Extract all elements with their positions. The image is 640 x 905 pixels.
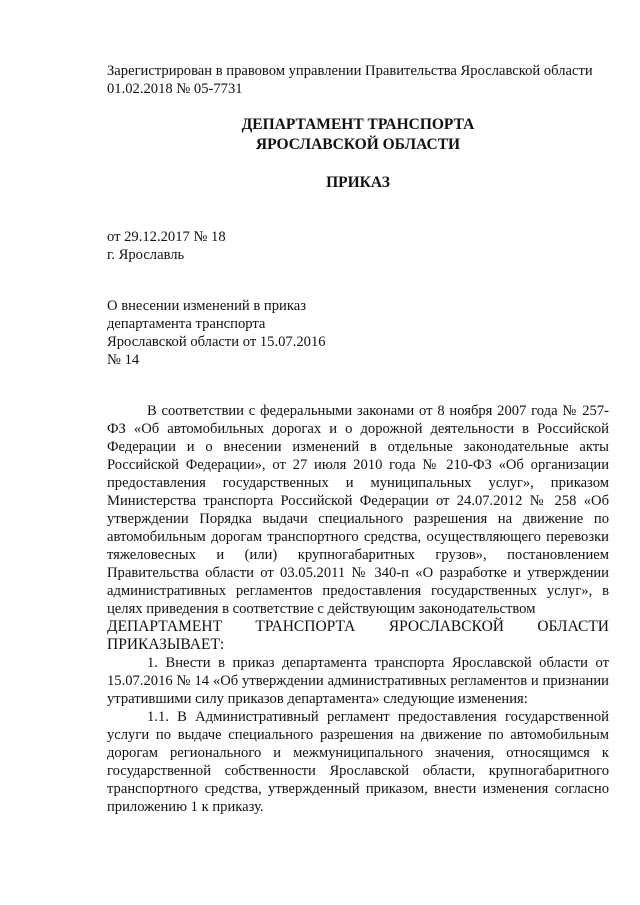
subject-line-2: департамента транспорта — [107, 316, 266, 332]
orders-heading-line-2: ПРИКАЗЫВАЕТ: — [107, 636, 225, 653]
document-type-title: ПРИКАЗ — [326, 174, 390, 191]
order-meta — [107, 228, 507, 264]
registration-note — [107, 62, 617, 98]
department-heading-line-1: ДЕПАРТАМЕНТ ТРАНСПОРТА — [241, 116, 475, 133]
registration-line-2: 01.02.2018 № 05-7731 — [107, 81, 243, 97]
order-subject — [107, 297, 507, 369]
item-1-paragraph: 1. Внести в приказ департамента транспорта Ярославской области от 15.07.2016 № 14 «Об утверждении административных регламентов и признании утратившими силу приказов департамента» следующие изменения: — [107, 655, 609, 707]
order-body — [107, 402, 609, 816]
subject-line-3: Ярославской области от 15.07.2016 — [107, 334, 326, 350]
order-date-number: от 29.12.2017 № 18 — [107, 229, 226, 245]
preamble-paragraph: В соответствии с федеральными законами от 8 ноября 2007 года № 257-ФЗ «Об автомобильных дорогах и о дорожной деятельности в Российской Федерации и о внесении изменений в отдельные законодательные акты Российской Федерации», от 27 июля 2010 года № 210-ФЗ «Об организации предоставления государственных и муниципальных услуг», приказом Министерства транспорта Российской Федерации от 24.07.2012 № 258 «Об утверждении Порядка выдачи специального разрешения на движение по автомобильным дорогам транспортного средства, осуществляющего перевозки тяжеловесных и (или) крупногабаритных грузов», постановлением Правительства области от 03.05.2011 № 340-п «О разработке и утверждении административных регламентов предоставления государственных услуг», в целях приведения в соответствие с действующим законодательством — [107, 403, 609, 617]
orders-heading-line-1: ДЕПАРТАМЕНТ ТРАНСПОРТА ЯРОСЛАВСКОЙ ОБЛАСТИ — [107, 618, 609, 635]
registration-line-1: Зарегистрирован в правовом управлении Правительства Ярославской области — [107, 63, 593, 79]
department-heading-line-2: ЯРОСЛАВСКОЙ ОБЛАСТИ — [255, 136, 461, 153]
subject-line-1: О внесении изменений в приказ — [107, 298, 306, 314]
subject-line-4: № 14 — [107, 352, 140, 368]
order-city: г. Ярославль — [107, 247, 185, 263]
department-heading — [107, 115, 609, 155]
item-1-1-paragraph: 1.1. В Административный регламент предоставления государственной услуги по выдаче специального разрешения на движение по автомобильным дорогам регионального и межмуниципального значения, относящимся к государственной собственности Ярославской области, крупногабаритного транспортного средства, утвержденный приказом, внести изменения согласно приложению 1 к приказу. — [107, 709, 609, 815]
